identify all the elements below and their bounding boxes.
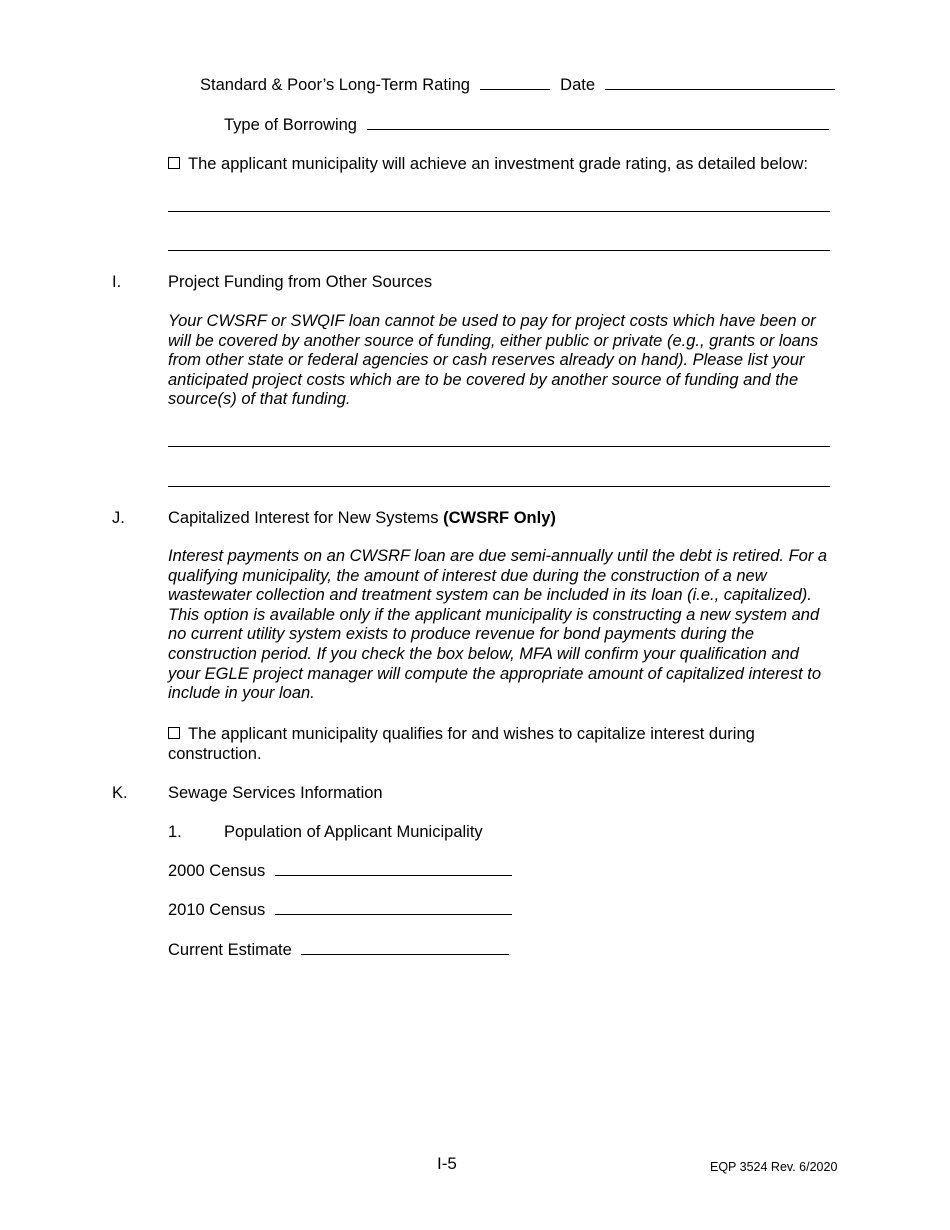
sp-rating-field[interactable] — [480, 75, 550, 90]
capitalize-interest-row — [168, 724, 755, 744]
section-i-instructions: Your CWSRF or SWQIF loan cannot be used to pay for project costs which have been or will be covered by another source of funding, either public or private (e.g., grants or loans from other state or federal agencies or cash reserves already on hand). Please list your anticipated project costs which are to be covered by another source of funding and the source(s) of that funding. — [168, 312, 819, 409]
section-i-letter: I. — [112, 273, 122, 291]
borrowing-label: Type of Borrowing — [224, 116, 357, 134]
borrowing-field[interactable] — [367, 115, 829, 130]
section-j-heading-row — [168, 508, 556, 528]
census-2000-row — [168, 861, 512, 881]
section-j-letter: J. — [112, 509, 125, 527]
section-i-heading: Project Funding from Other Sources — [168, 273, 433, 291]
investment-grade-label: The applicant municipality will achieve an investment grade rating, as detailed below: — [188, 155, 809, 173]
current-estimate-row — [168, 940, 509, 960]
sp-rating-row — [200, 75, 835, 95]
form-id: EQP 3524 Rev. 6/2020 — [710, 1160, 838, 1174]
section-k-heading: Sewage Services Information — [168, 784, 383, 802]
census-2010-label: 2010 Census — [168, 901, 266, 919]
census-2000-label: 2000 Census — [168, 862, 266, 880]
sp-rating-label: Standard & Poor’s Long-Term Rating — [200, 76, 470, 94]
population-sub-heading: Population of Applicant Municipality — [224, 823, 483, 841]
investment-grade-row — [168, 154, 808, 174]
borrowing-row — [224, 115, 829, 135]
section-j-instructions: Interest payments on an CWSRF loan are due semi-annually until the debt is retired. For a qualifying municipality, the amount of interest due during the construction of a new wastewater collection and treatment system can be included in its loan (i.e., capitalized). This option is available only if the applicant municipality is constructing a new system and no current utility system exists to produce revenue for bond payments during the construction period. If you check the box below, MFA will confirm your qualification and your EGLE project manager will compute the appropriate amount of capitalized interest to include in your loan. — [168, 547, 828, 703]
census-2010-row — [168, 900, 512, 920]
section-k-letter: K. — [112, 784, 128, 802]
other-sources-line-2[interactable] — [168, 486, 830, 487]
current-estimate-field[interactable] — [301, 940, 509, 955]
date-field[interactable] — [605, 75, 835, 90]
section-j-heading: Capitalized Interest for New Systems — [168, 509, 439, 527]
census-2000-field[interactable] — [275, 861, 512, 876]
capitalize-interest-label-2: construction. — [168, 745, 262, 763]
census-2010-field[interactable] — [275, 900, 512, 915]
section-j-heading-bold: (CWSRF Only) — [443, 509, 556, 527]
population-sub-number: 1. — [168, 823, 182, 841]
investment-grade-detail-line-2[interactable] — [168, 250, 830, 251]
investment-grade-checkbox[interactable] — [168, 157, 180, 169]
capitalize-interest-label-1: The applicant municipality qualifies for and wishes to capitalize interest during — [188, 725, 755, 743]
current-estimate-label: Current Estimate — [168, 941, 292, 959]
capitalize-interest-checkbox[interactable] — [168, 727, 180, 739]
date-label: Date — [560, 76, 596, 94]
investment-grade-detail-line-1[interactable] — [168, 211, 830, 212]
other-sources-line-1[interactable] — [168, 446, 830, 447]
page-number: I-5 — [437, 1154, 457, 1173]
